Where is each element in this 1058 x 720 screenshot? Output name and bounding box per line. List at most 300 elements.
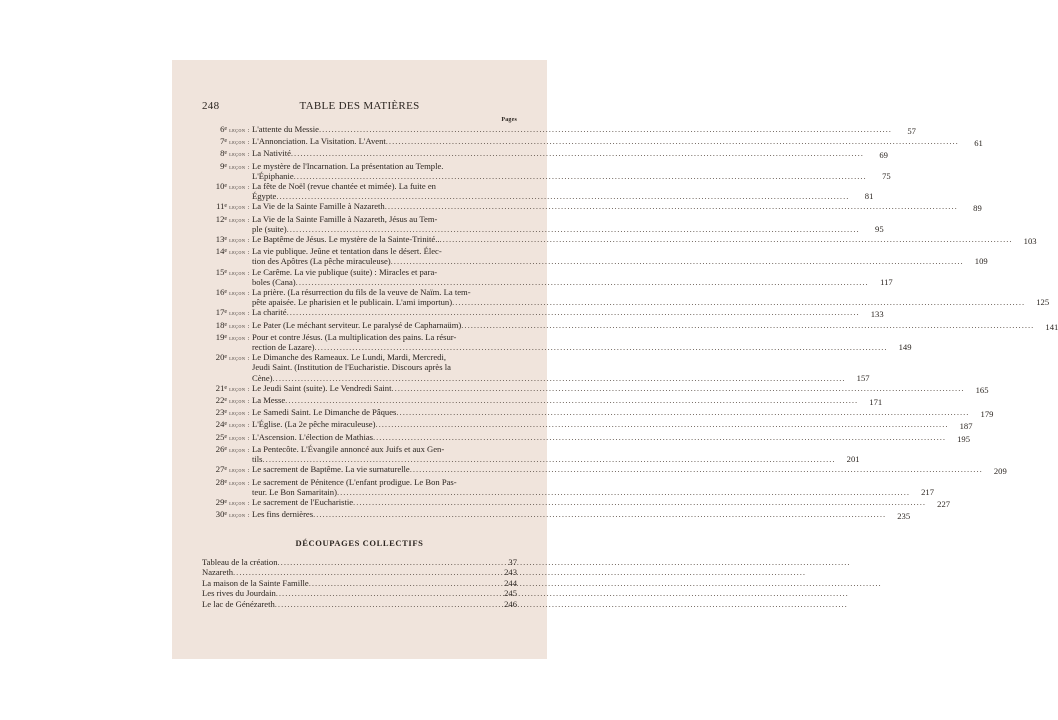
entry-body [252, 395, 882, 407]
entry-text: La vie publique. Jeûne et tentation dans le désert. Élec- [252, 246, 442, 257]
entry-text: L'Église. (La 2e pêche miraculeuse) [252, 419, 376, 430]
entry-text: Cène) [252, 372, 273, 383]
entry-line [252, 352, 846, 362]
collectif-label: Les rives du Jourdain [202, 588, 276, 599]
toc-entry [202, 382, 989, 395]
entry-text: La fête de Noël (revue chantée et mimée). La fuite en [252, 181, 436, 192]
lecon-label: leçon : [227, 322, 250, 330]
ordinal-suffix: e [224, 126, 228, 132]
lecon-label: leçon : [227, 422, 250, 430]
ordinal-suffix: e [224, 138, 228, 145]
collectif-entry [202, 578, 517, 588]
collectifs-list [202, 557, 517, 609]
entry-line [252, 373, 846, 383]
entry-body [252, 161, 891, 181]
leader-dots [233, 567, 806, 577]
entry-body [252, 497, 950, 509]
page-ref: 246 [504, 598, 517, 609]
entry-line [252, 395, 858, 405]
entry-line [252, 171, 867, 181]
lesson-number [202, 124, 252, 136]
ordinal-suffix: e [224, 150, 228, 157]
entry-line [252, 454, 836, 464]
lesson-number-value: 8 [220, 148, 225, 159]
collectif-label: La maison de la Sainte Famille [202, 577, 309, 588]
entry-line [252, 307, 860, 317]
lecon-label: leçon : [227, 410, 250, 418]
lesson-number-value: 13 [215, 234, 225, 245]
leader-dots [273, 373, 846, 383]
lesson-number [202, 234, 252, 246]
entry-body [252, 181, 873, 201]
lesson-number [202, 148, 252, 160]
entry-line [252, 201, 958, 211]
lesson-number [202, 464, 252, 476]
entry-text: La Nativité [252, 148, 291, 159]
lesson-number-value: 22 [215, 395, 225, 406]
page-ref: 209 [993, 466, 1007, 477]
entry-body [252, 407, 993, 419]
lesson-number-value: 9 [220, 160, 225, 171]
lesson-number-value: 29 [215, 496, 225, 507]
leader-dots [353, 497, 926, 507]
collectif-entry [202, 599, 517, 609]
lecon-label: leçon : [227, 127, 250, 134]
lesson-number-value: 7 [220, 136, 225, 147]
ordinal-suffix: e [224, 321, 228, 328]
lesson-number [202, 509, 252, 521]
page-header [202, 100, 517, 116]
ordinal-suffix: e [224, 333, 228, 340]
ordinal-suffix: e [224, 354, 228, 361]
lesson-number-value: 19 [215, 331, 225, 342]
lesson-number-value: 25 [215, 431, 225, 442]
toc-entry [202, 160, 891, 181]
entry-text: Jeudi Saint. (Institution de l'Eucharistie. Discours après la [252, 362, 451, 373]
entry-line [252, 148, 864, 158]
lesson-number [202, 320, 252, 332]
toc-entry [202, 464, 1007, 477]
lecon-label: leçon : [227, 216, 250, 224]
entry-text: La Vie de la Sainte Famille à Nazareth [252, 201, 385, 212]
page-ref: 117 [880, 276, 893, 287]
entry-line [252, 136, 959, 146]
entry-line [252, 287, 1025, 297]
page-ref: 69 [879, 150, 888, 161]
lecon-label: leçon : [227, 237, 250, 245]
lecon-label: leçon : [227, 355, 250, 363]
entry-body [252, 287, 1049, 307]
entry-line [252, 277, 869, 287]
lecon-label: leçon : [227, 385, 250, 393]
section-title: DÉCOUPAGES COLLECTIFS [295, 538, 424, 548]
entry-text: La prière. (La résurrection du fils de la veuve de Naïm. La tem- [252, 287, 471, 298]
toc-entry [202, 419, 973, 432]
toc-entry [202, 266, 893, 287]
leader-dots [275, 599, 848, 609]
ordinal-suffix: e [224, 445, 228, 452]
entry-text: L'Épiphanie [252, 170, 294, 181]
toc-entry [202, 181, 874, 202]
toc-entry [202, 124, 916, 136]
leader-dots [263, 454, 836, 464]
entry-line [252, 214, 860, 224]
entry-body [252, 332, 912, 352]
lesson-number [202, 267, 252, 287]
lesson-number-value: 12 [215, 213, 225, 224]
entry-line [252, 509, 886, 519]
lecon-label: leçon : [227, 249, 250, 257]
entry-body [252, 383, 988, 395]
entry-text: Le Pater (Le méchant serviteur. Le paralysé de Capharnaüm) [252, 319, 462, 330]
lesson-number-value: 30 [215, 509, 225, 520]
lecon-label: leçon : [227, 398, 250, 406]
collectif-label: Le lac de Génézareth [202, 598, 275, 609]
lecon-label: leçon : [227, 467, 250, 475]
collectif-entry [202, 567, 517, 577]
ordinal-suffix: e [224, 162, 228, 169]
entry-body [252, 214, 884, 234]
entry-text: Pour et contre Jésus. (La multiplication des pains. La résur- [252, 331, 457, 342]
entry-body [252, 477, 934, 497]
page-ref: 141 [1045, 321, 1058, 332]
lesson-number-value: 6 [220, 124, 225, 134]
entry-text: L'attente du Messie [252, 124, 319, 134]
lesson-number-value: 16 [215, 287, 225, 298]
entry-line [252, 124, 892, 134]
ordinal-suffix: e [224, 268, 228, 275]
lesson-number [202, 287, 252, 307]
toc-entry [202, 307, 884, 320]
ordinal-suffix: e [224, 409, 228, 416]
entry-text: Les fins dernières [252, 509, 314, 520]
ordinal-suffix: e [224, 421, 228, 428]
lecon-label: leçon : [227, 204, 250, 212]
ordinal-suffix: e [224, 511, 228, 518]
page-ref: 103 [1023, 236, 1037, 247]
ordinal-suffix: e [224, 203, 228, 210]
entry-line [252, 464, 983, 474]
entry-text: La Vie de la Sainte Famille à Nazareth, Jésus au Tem- [252, 213, 438, 224]
ordinal-suffix: e [224, 236, 228, 243]
entry-line [252, 161, 867, 171]
lecon-label: leçon : [227, 310, 250, 318]
lesson-number-value: 28 [215, 476, 225, 487]
entry-text: boles (Cana) [252, 276, 296, 287]
entry-body [252, 307, 884, 319]
entry-line [252, 383, 964, 393]
lesson-number [202, 419, 252, 431]
toc-entry [202, 213, 884, 234]
lesson-number [202, 136, 252, 148]
page-ref: 125 [1036, 297, 1050, 308]
toc-entry [202, 246, 988, 267]
page-ref: 89 [973, 203, 982, 214]
lecon-label: leçon : [227, 446, 250, 454]
page-ref: 243 [504, 567, 517, 578]
leader-dots [278, 557, 851, 567]
ordinal-suffix: e [224, 466, 228, 473]
lecon-label: leçon : [227, 290, 250, 298]
page-ref: 37 [508, 557, 517, 567]
entry-line [252, 267, 869, 277]
leader-dots [391, 383, 964, 393]
collectif-label: Nazareth [202, 567, 234, 578]
page-title: TABLE DES MATIÈRES [299, 100, 420, 112]
lesson-number-value: 15 [215, 266, 225, 277]
entry-text: Le Dimanche des Rameaux. Le Lundi, Mardi, Mercredi, [252, 352, 447, 363]
entry-text: Égypte [252, 191, 277, 202]
entry-text: rection de Lazare) [252, 342, 315, 353]
entry-line [252, 444, 836, 454]
entry-text: Le sacrement de Baptême. La vie surnaturelle [252, 464, 410, 475]
ordinal-suffix: e [224, 478, 228, 485]
lesson-number [202, 444, 252, 464]
lesson-number [202, 352, 252, 383]
entry-body [252, 419, 973, 431]
entry-body [252, 148, 888, 160]
page-ref: 171 [869, 397, 883, 408]
lesson-number [202, 246, 252, 266]
leader-dots [287, 224, 860, 234]
entry-body [252, 464, 1007, 476]
page-ref: 165 [975, 384, 989, 395]
leader-dots [375, 419, 948, 429]
entry-line [252, 297, 1025, 307]
entry-text: La charité [252, 307, 287, 318]
entry-body [252, 444, 860, 464]
toc-entry [202, 319, 1058, 332]
lesson-number [202, 214, 252, 234]
entry-body [252, 509, 910, 521]
page-ref: 109 [974, 256, 988, 267]
page-number: 248 [202, 100, 220, 112]
toc-entry [202, 148, 888, 161]
entry-line [252, 477, 910, 487]
lesson-number-value: 20 [215, 352, 225, 363]
entry-text: teur. Le Bon Samaritain) [252, 486, 337, 497]
leader-dots [337, 487, 910, 497]
entry-body [252, 352, 870, 383]
leader-dots [385, 201, 958, 211]
entry-body [252, 234, 1037, 246]
leader-dots [319, 124, 892, 134]
collectif-label: Tableau de la création [202, 557, 278, 567]
entry-text: Le mystère de l'Incarnation. La présentation au Temple. [252, 160, 444, 171]
entry-line [252, 362, 846, 372]
pages-column-label: Pages [501, 117, 517, 123]
leader-dots [373, 432, 946, 442]
entry-text: Le Carême. La vie publique (suite) : Miracles et para- [252, 266, 438, 277]
lesson-number [202, 407, 252, 419]
entry-body [252, 320, 1058, 332]
lesson-number [202, 432, 252, 444]
leader-dots [410, 464, 983, 474]
page-ref: 217 [921, 486, 934, 497]
entry-text: ple (suite) [252, 223, 287, 234]
entry-text: pête apaisée. Le pharisien et le publicain. L'ami importun) [252, 297, 453, 308]
leader-dots [391, 256, 964, 266]
toc-entry [202, 352, 870, 383]
ordinal-suffix: e [224, 215, 228, 222]
entry-line [252, 419, 949, 429]
entry-body [252, 124, 916, 136]
leader-dots [296, 277, 869, 287]
toc-entry [202, 407, 994, 420]
page-ref: 227 [937, 498, 951, 509]
leader-dots [309, 578, 882, 588]
entry-body [252, 267, 893, 287]
toc-entry [202, 509, 911, 522]
entry-text: La Pentecôte. L'Évangile annoncé aux Juifs et aux Gen- [252, 443, 445, 454]
leader-dots [276, 588, 849, 598]
leader-dots [276, 191, 849, 201]
toc-entry [202, 234, 1037, 247]
entry-text: L'Ascension. L'élection de Mathias [252, 431, 373, 442]
collectif-entry [202, 557, 517, 567]
lesson-number [202, 181, 252, 201]
ordinal-suffix: e [224, 433, 228, 440]
lesson-number [202, 497, 252, 509]
entry-text: Le Samedi Saint. Le Dimanche de Pâques [252, 407, 397, 418]
toc-entry [202, 496, 951, 509]
entry-line [252, 246, 964, 256]
lesson-number-value: 21 [215, 382, 225, 393]
table-of-contents [202, 124, 1058, 522]
entry-text: tils [252, 454, 263, 465]
leader-dots [396, 407, 969, 417]
lesson-number-value: 14 [215, 246, 225, 257]
entry-line [252, 407, 969, 417]
leader-dots [287, 307, 860, 317]
entry-line [252, 487, 910, 497]
lesson-number-value: 10 [215, 181, 225, 192]
entry-body [252, 201, 982, 213]
entry-text: La Messe [252, 395, 286, 406]
leader-dots [285, 395, 858, 405]
entry-text: Le sacrement de l'Eucharistie [252, 496, 354, 507]
ordinal-suffix: e [224, 183, 228, 190]
page-ref: 81 [864, 191, 874, 202]
leader-dots [315, 342, 888, 352]
entry-text: Le Jeudi Saint (suite). Le Vendredi Saint [252, 382, 392, 393]
page-ref: 187 [959, 421, 973, 432]
lesson-number [202, 161, 252, 181]
entry-body [252, 432, 970, 444]
leader-dots [440, 234, 1013, 244]
page-ref: 133 [870, 309, 884, 320]
page-ref: 75 [882, 170, 891, 181]
lecon-label: leçon : [227, 479, 250, 487]
leader-dots [386, 136, 959, 146]
page-ref: 235 [897, 511, 911, 522]
toc-entry [202, 201, 982, 214]
lecon-label: leçon : [227, 269, 250, 277]
lesson-number [202, 332, 252, 352]
page-ref: 179 [980, 409, 994, 420]
entry-line [252, 332, 888, 342]
lecon-label: leçon : [227, 434, 250, 442]
lesson-number-value: 17 [215, 307, 225, 318]
lesson-number-value: 27 [215, 464, 225, 475]
entry-line [252, 432, 946, 442]
lesson-number [202, 201, 252, 213]
ordinal-suffix: e [224, 248, 228, 255]
lesson-number [202, 307, 252, 319]
lecon-label: leçon : [227, 512, 250, 520]
entry-text: Le Baptême de Jésus. Le mystère de la Sainte-Trinité.. [252, 234, 440, 245]
toc-entry [202, 331, 912, 353]
page-ref: 95 [875, 223, 884, 234]
lesson-number [202, 395, 252, 407]
entry-line [252, 181, 849, 191]
page-ref: 201 [846, 454, 860, 465]
entry-line [252, 191, 849, 201]
ordinal-suffix: e [224, 397, 228, 404]
toc-entry [202, 431, 971, 444]
lecon-label: leçon : [227, 139, 250, 147]
toc-entry [202, 395, 883, 408]
lesson-number-value: 26 [215, 443, 225, 454]
toc-entry [202, 443, 860, 465]
lesson-number [202, 477, 252, 497]
lesson-number-value: 24 [215, 419, 225, 430]
entry-line [252, 320, 1034, 330]
entry-text: L'Annonciation. La Visitation. L'Avent [252, 136, 386, 147]
entry-line [252, 234, 1013, 244]
lesson-number-value: 23 [215, 407, 225, 418]
leader-dots [291, 148, 864, 158]
ordinal-suffix: e [224, 309, 228, 316]
ordinal-suffix: e [224, 289, 228, 296]
collectif-entry [202, 588, 517, 598]
lecon-label: leçon : [227, 499, 250, 507]
page-ref: 245 [504, 588, 517, 599]
leader-dots [452, 297, 1025, 307]
lesson-number-value: 11 [216, 201, 225, 212]
ordinal-suffix: e [224, 498, 228, 505]
page-ref: 57 [907, 126, 916, 136]
page-ref: 157 [856, 372, 870, 383]
page-ref: 244 [504, 577, 517, 588]
lecon-label: leçon : [227, 151, 250, 159]
entry-text: Le sacrement de Pénitence (L'enfant prodigue. Le Bon Pas- [252, 476, 457, 487]
ordinal-suffix: e [224, 384, 228, 391]
entry-text: tion des Apôtres (La pêche miraculeuse) [252, 256, 391, 267]
page-ref: 61 [974, 138, 983, 149]
page-ref: 195 [957, 433, 971, 444]
leader-dots [313, 509, 886, 519]
entry-line [252, 497, 926, 507]
entry-body [252, 246, 988, 266]
lecon-label: leçon : [227, 163, 250, 171]
entry-body [252, 136, 983, 148]
leader-dots [461, 320, 1034, 330]
lecon-label: leçon : [227, 334, 250, 342]
page-ref: 149 [898, 342, 912, 353]
lecon-label: leçon : [227, 184, 250, 192]
leader-dots [294, 171, 867, 181]
toc-entry [202, 287, 1050, 308]
toc-entry [202, 476, 934, 497]
lesson-number [202, 383, 252, 395]
entry-line [252, 342, 888, 352]
book-page [172, 60, 1058, 659]
toc-entry [202, 136, 983, 149]
entry-line [252, 256, 964, 266]
entry-line [252, 224, 860, 234]
lesson-number-value: 18 [215, 319, 225, 330]
